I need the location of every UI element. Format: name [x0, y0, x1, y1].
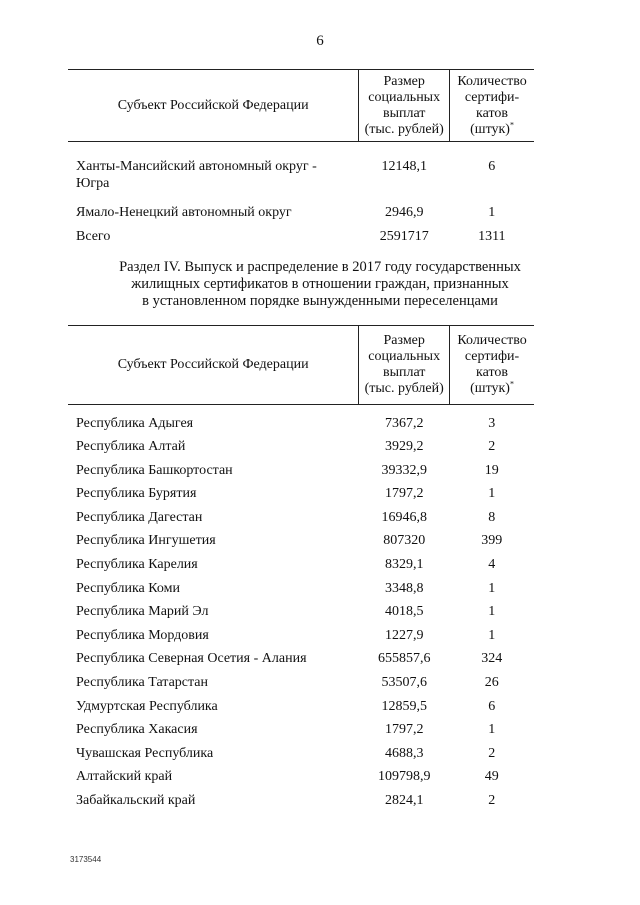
row-count: 49	[484, 769, 499, 785]
header-amount	[359, 326, 450, 405]
row-amount: 2591717	[379, 228, 429, 244]
header-amount-line: Размер	[383, 73, 425, 89]
row-count: 1	[488, 204, 496, 220]
row-amount: 109798,9	[377, 769, 431, 785]
header-count-line: Количество	[457, 333, 527, 348]
row-subject	[68, 158, 359, 204]
row-amount: 16946,8	[381, 509, 427, 525]
section-title-line: жилищных сертификатов в отношении граждан, признанных	[131, 276, 509, 292]
header-count-line: сертифи-	[464, 349, 520, 364]
header-count-line: сертифи-	[464, 89, 520, 105]
row-amount: 1797,2	[384, 722, 424, 738]
row-amount: 1797,2	[384, 486, 424, 502]
row-amount: 655857,6	[377, 651, 431, 667]
header-amount-line: выплат	[382, 365, 426, 380]
table-row	[68, 438, 534, 462]
row-count: 1	[488, 604, 496, 620]
row-count: 4	[488, 557, 496, 573]
row-count: 1	[488, 580, 496, 596]
row-subject: Республика Карелия	[76, 557, 198, 573]
table-row-total	[68, 228, 534, 252]
row-subject: Республика Адыгея	[76, 415, 194, 431]
row-count: 8	[488, 509, 496, 525]
row-count: 324	[481, 651, 503, 667]
row-amount: 2824,1	[384, 793, 424, 808]
row-count: 6	[488, 698, 496, 714]
header-amount-line: (тыс. рублей)	[364, 381, 444, 396]
row-amount: 4018,5	[384, 604, 424, 620]
row-subject: Удмуртская Республика	[76, 698, 218, 714]
row-count: 2	[488, 793, 496, 808]
row-amount: 4688,3	[384, 745, 424, 761]
row-subject-line: Ханты-Мансийский автономный округ -	[76, 158, 317, 174]
row-amount: 12148,1	[381, 158, 427, 174]
section-title	[70, 259, 570, 310]
row-subject: Всего	[76, 228, 111, 244]
row-count: 1	[488, 627, 496, 643]
row-amount: 8329,1	[384, 557, 424, 573]
table-row	[68, 204, 534, 228]
row-subject: Алтайский край	[76, 769, 173, 785]
table-header-row	[68, 70, 534, 142]
row-subject: Республика Ингушетия	[76, 533, 216, 549]
row-subject: Республика Коми	[76, 580, 180, 596]
row-subject: Республика Мордовия	[76, 627, 209, 643]
certificates-table-section-4	[68, 325, 534, 816]
row-subject: Республика Алтай	[76, 439, 186, 455]
row-count: 19	[484, 462, 499, 478]
table-row	[68, 603, 534, 627]
row-subject-line: Югра	[76, 175, 110, 191]
header-count-line: катов	[476, 105, 509, 121]
row-count: 1311	[478, 228, 506, 244]
table-row	[68, 627, 534, 651]
row-count: 1	[488, 486, 496, 502]
table-row	[68, 158, 534, 204]
row-subject: Республика Башкортостан	[76, 462, 233, 478]
row-amount: 7367,2	[384, 415, 424, 431]
table-row	[68, 532, 534, 556]
row-subject: Ямало-Ненецкий автономный округ	[76, 204, 292, 220]
header-count-unit: (штук)	[470, 121, 510, 137]
row-subject: Республика Дагестан	[76, 509, 203, 525]
row-count: 399	[481, 533, 503, 549]
row-amount: 12859,5	[381, 698, 427, 714]
row-subject: Республика Бурятия	[76, 486, 197, 502]
row-amount: 3348,8	[384, 580, 424, 596]
document-code: 3173544	[70, 855, 102, 864]
header-amount-line: (тыс. рублей)	[364, 121, 444, 137]
page-number: 6	[316, 33, 324, 49]
table-row	[68, 415, 534, 439]
table-header-row	[68, 326, 534, 405]
header-amount-line: социальных	[368, 349, 441, 364]
row-subject: Республика Марий Эл	[76, 604, 209, 620]
row-count: 6	[488, 158, 496, 174]
header-amount	[359, 70, 450, 142]
header-count-unit: (штук)	[470, 381, 510, 396]
table-row	[68, 485, 534, 509]
table-row	[68, 721, 534, 745]
footnote-mark: *	[509, 119, 514, 129]
row-amount: 39332,9	[381, 462, 427, 478]
header-count-line	[450, 381, 534, 397]
table-row	[68, 745, 534, 769]
row-subject: Республика Северная Осетия - Алания	[76, 651, 307, 667]
header-count	[450, 326, 534, 405]
header-amount-line: Размер	[383, 333, 425, 348]
row-count: 2	[488, 439, 496, 455]
header-count-line: катов	[476, 365, 509, 380]
table-row	[68, 462, 534, 486]
table-row	[68, 650, 534, 674]
row-subject: Чувашская Республика	[76, 745, 214, 761]
header-amount-line: выплат	[382, 105, 426, 121]
row-amount: 3929,2	[384, 439, 424, 455]
row-count: 1	[488, 722, 496, 738]
header-subject: Субъект Российской Федерации	[68, 70, 359, 142]
header-subject: Субъект Российской Федерации	[68, 326, 359, 405]
table-row	[68, 509, 534, 533]
section-title-line: в установленном порядке вынужденными переселенцами	[142, 293, 498, 309]
table-row	[68, 580, 534, 604]
header-count-line	[450, 119, 534, 138]
table-row	[68, 768, 534, 792]
certificates-table-continued	[68, 69, 534, 252]
row-amount: 1227,9	[384, 627, 424, 643]
table-row	[68, 698, 534, 722]
row-subject: Республика Хакасия	[76, 722, 198, 738]
row-count: 26	[484, 675, 499, 691]
section-title-line: Раздел IV. Выпуск и распределение в 2017 году государственных	[119, 259, 521, 275]
table-row	[68, 792, 534, 816]
row-amount: 2946,9	[384, 204, 424, 220]
row-amount: 53507,6	[381, 675, 427, 691]
row-count: 2	[488, 745, 496, 761]
header-amount-line: социальных	[368, 89, 441, 105]
row-subject: Республика Татарстан	[76, 675, 209, 691]
row-amount: 807320	[383, 533, 426, 549]
table-row	[68, 556, 534, 580]
row-subject: Забайкальский край	[76, 793, 196, 808]
footnote-mark: *	[509, 379, 514, 389]
header-count	[450, 70, 534, 142]
row-count: 3	[488, 415, 496, 431]
table-row	[68, 674, 534, 698]
header-count-line: Количество	[457, 73, 527, 89]
